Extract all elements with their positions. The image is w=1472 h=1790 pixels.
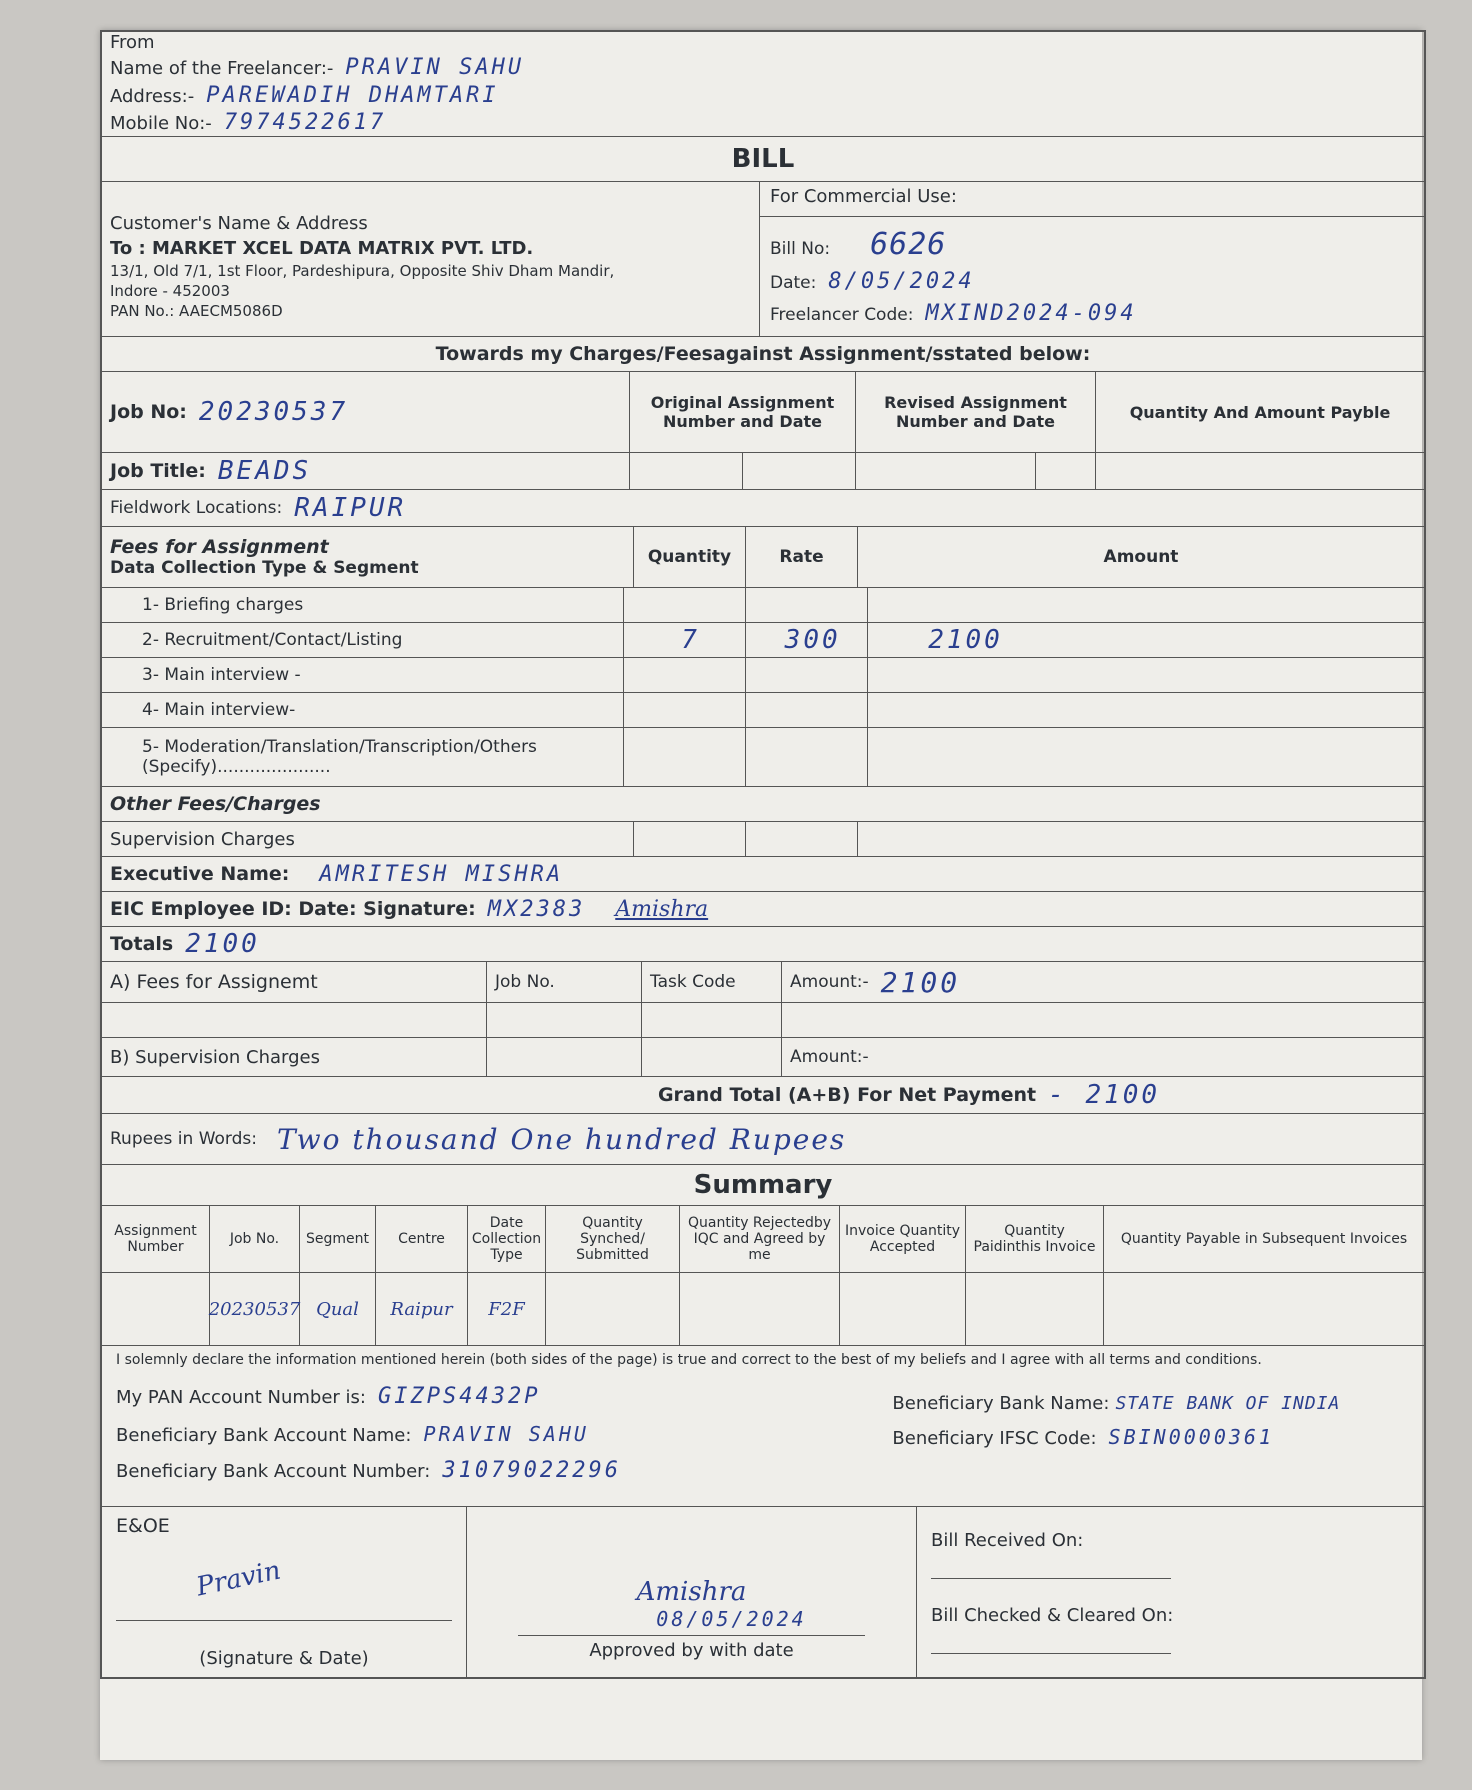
bill-no-value: 6626 bbox=[870, 226, 947, 262]
approved-label: Approved by with date bbox=[589, 1640, 794, 1661]
from-section bbox=[102, 32, 1424, 137]
approval-date: 08/05/2024 bbox=[656, 1607, 807, 1631]
grand-total-value: - 2100 bbox=[1048, 1080, 1161, 1110]
amount-a-value: 2100 bbox=[880, 965, 961, 999]
fees-col-type: Data Collection Type & Segment bbox=[110, 558, 419, 578]
address-value: PAREWADIH DHAMTARI bbox=[206, 82, 499, 108]
fee-item-amount bbox=[868, 728, 1424, 786]
customer-pan: PAN No.: AAECM5086D bbox=[110, 302, 283, 321]
fees-col-amount: Amount bbox=[1103, 547, 1179, 567]
fee-item-amount: 2100 bbox=[928, 625, 1003, 655]
ifsc-label: Beneficiary IFSC Code: bbox=[892, 1427, 1097, 1449]
eoe-label: E&OE bbox=[116, 1515, 170, 1537]
eic-id-value: MX2383 bbox=[487, 896, 586, 922]
customer-section bbox=[102, 182, 760, 336]
summary-header-row bbox=[102, 1206, 1424, 1273]
summary-header-cell: Invoice Quantity Accepted bbox=[840, 1206, 966, 1272]
summary-header-cell: Quantity Paidinthis Invoice bbox=[966, 1206, 1104, 1272]
job-title-label: Job Title: bbox=[110, 460, 206, 482]
summary-title: Summary bbox=[693, 1170, 833, 1200]
fee-row bbox=[102, 623, 1424, 658]
fee-item-quantity: 7 bbox=[636, 623, 746, 657]
ifsc-value: SBIN0000361 bbox=[1108, 1424, 1274, 1449]
summary-header-cell: Quantity Payable in Subsequent Invoices bbox=[1120, 1231, 1408, 1247]
summary-data-row bbox=[102, 1273, 1424, 1346]
fee-item-rate bbox=[758, 588, 868, 622]
summary-data-cell bbox=[102, 1273, 210, 1345]
towards-heading: Towards my Charges/Feesagainst Assignment/sstated below: bbox=[435, 343, 1091, 365]
date-label: Date: bbox=[770, 273, 817, 294]
rupees-words-value: Two thousand One hundred Rupees bbox=[276, 1122, 847, 1156]
fee-item-label: 4- Main interview- bbox=[102, 693, 624, 727]
bill-checked-label: Bill Checked & Cleared On: bbox=[931, 1605, 1174, 1627]
freelancer-code-value: MXIND2024-094 bbox=[925, 301, 1137, 327]
job-no-value: 20230537 bbox=[198, 397, 349, 427]
from-label: From bbox=[110, 31, 155, 53]
freelancer-name-label: Name of the Freelancer:- bbox=[110, 58, 334, 79]
executive-name-label: Executive Name: bbox=[110, 863, 290, 885]
summary-data-cell: Raipur bbox=[376, 1273, 468, 1345]
totals-job-no-label: Job No. bbox=[487, 962, 642, 1002]
fees-col-rate: Rate bbox=[746, 527, 858, 587]
eic-signature: Amishra bbox=[615, 896, 709, 922]
bill-status-box bbox=[917, 1507, 1424, 1677]
summary-data-cell bbox=[966, 1273, 1104, 1345]
fee-item-label: 1- Briefing charges bbox=[102, 588, 624, 622]
rupees-words-label: Rupees in Words: bbox=[110, 1129, 257, 1149]
fees-table bbox=[102, 588, 1424, 787]
signature-box bbox=[102, 1507, 467, 1677]
freelancer-name-value: PRAVIN SAHU bbox=[345, 55, 525, 80]
fee-item-amount bbox=[868, 693, 1424, 727]
fieldwork-label: Fieldwork Locations: bbox=[110, 498, 283, 518]
approver-signature: Amishra bbox=[636, 1577, 747, 1607]
summary-data-cell bbox=[840, 1273, 966, 1345]
mobile-value: 7974522617 bbox=[223, 110, 387, 135]
summary-header-cell: Quantity Rejectedby IQC and Agreed by me bbox=[680, 1206, 840, 1272]
summary-data-cell: Qual bbox=[300, 1273, 376, 1345]
summary-data-cell bbox=[680, 1273, 840, 1345]
declaration-text: I solemnly declare the information mentioned herein (both sides of the page) is true and correct to the best of my beliefs and I agree with all terms and conditions. bbox=[116, 1352, 1262, 1368]
fee-row bbox=[102, 728, 1424, 787]
totals-value: 2100 bbox=[185, 929, 260, 959]
signature-date-label: (Signature & Date) bbox=[199, 1647, 369, 1669]
commercial-label: For Commercial Use: bbox=[760, 182, 1424, 217]
pan-label: My PAN Account Number is: bbox=[116, 1387, 366, 1408]
supervision-b-label: B) Supervision Charges bbox=[102, 1038, 487, 1076]
fee-item-quantity bbox=[636, 728, 746, 786]
account-number-value: 31079022296 bbox=[442, 1457, 622, 1483]
summary-data-cell: 20230537 bbox=[210, 1273, 300, 1345]
customer-address-2: Indore - 452003 bbox=[110, 282, 230, 301]
freelancer-code-label: Freelancer Code: bbox=[770, 305, 914, 326]
account-number-label: Beneficiary Bank Account Number: bbox=[116, 1460, 431, 1482]
address-label: Address:- bbox=[110, 85, 195, 107]
executive-name-value: AMRITESH MISHRA bbox=[319, 861, 564, 887]
fee-item-rate bbox=[758, 728, 868, 786]
bill-received-label: Bill Received On: bbox=[931, 1530, 1084, 1552]
supervision-charges-label: Supervision Charges bbox=[102, 822, 634, 856]
fee-row bbox=[102, 658, 1424, 693]
bill-title: BILL bbox=[731, 144, 795, 174]
summary-data-cell: F2F bbox=[468, 1273, 546, 1345]
fee-item-rate: 300 bbox=[758, 623, 868, 657]
fee-item-amount bbox=[868, 588, 1424, 622]
summary-header-cell: Quantity Synched/ Submitted bbox=[546, 1206, 680, 1272]
fee-item-rate bbox=[758, 658, 868, 692]
fee-item-amount bbox=[868, 658, 1424, 692]
fees-for-assignment-label: A) Fees for Assignemt bbox=[102, 962, 487, 1002]
customer-address-1: 13/1, Old 7/1, 1st Floor, Pardeshipura, Opposite Shiv Dham Mandir, bbox=[110, 261, 615, 280]
summary-data-cell bbox=[1104, 1273, 1424, 1345]
fee-item-rate bbox=[758, 693, 868, 727]
fee-row bbox=[102, 588, 1424, 623]
fee-row bbox=[102, 693, 1424, 728]
job-no-cell bbox=[102, 372, 630, 452]
customer-to-line: To : MARKET XCEL DATA MATRIX PVT. LTD. bbox=[110, 237, 534, 259]
job-no-label: Job No: bbox=[110, 401, 187, 423]
bill-no-label: Bill No: bbox=[770, 238, 831, 259]
quantity-amount-header: Quantity And Amount Payble bbox=[1129, 402, 1391, 422]
amount-a-label: Amount:- bbox=[790, 972, 869, 992]
eic-label: EIC Employee ID: Date: Signature: bbox=[110, 898, 476, 920]
fees-col-quantity: Quantity bbox=[634, 527, 746, 587]
freelancer-signature: Pravin bbox=[193, 1555, 284, 1603]
summary-header-cell: Date Collection Type bbox=[468, 1206, 546, 1272]
summary-data-cell bbox=[546, 1273, 680, 1345]
customer-heading: Customer's Name & Address bbox=[110, 213, 368, 235]
account-name-value: PRAVIN SAHU bbox=[423, 1421, 589, 1446]
fee-item-quantity bbox=[636, 588, 746, 622]
totals-label: Totals bbox=[110, 933, 174, 955]
bill-form bbox=[100, 30, 1426, 1679]
summary-header-cell: Job No. bbox=[210, 1206, 300, 1272]
bill-paper bbox=[100, 30, 1422, 1760]
bank-name-value: STATE BANK OF INDIA bbox=[1115, 1393, 1341, 1414]
fee-item-quantity bbox=[636, 658, 746, 692]
approval-box bbox=[467, 1507, 917, 1677]
summary-header-cell: Centre bbox=[376, 1206, 468, 1272]
revised-assignment-header: Revised Assignment Number and Date bbox=[856, 372, 1096, 452]
commercial-section bbox=[760, 182, 1424, 336]
mobile-label: Mobile No:- bbox=[110, 113, 212, 134]
fee-item-label: 5- Moderation/Translation/Transcription/Others (Specify)..................... bbox=[102, 728, 624, 786]
grand-total-label: Grand Total (A+B) For Net Payment bbox=[657, 1084, 1037, 1106]
pan-value: GIZPS4432P bbox=[377, 1384, 541, 1409]
fee-item-quantity bbox=[636, 693, 746, 727]
bank-name-label: Beneficiary Bank Name: bbox=[892, 1393, 1110, 1414]
amount-b-label: Amount:- bbox=[790, 1047, 869, 1067]
job-title-value: BEADS bbox=[217, 456, 312, 486]
fees-heading: Fees for Assignment bbox=[110, 536, 329, 558]
account-name-label: Beneficiary Bank Account Name: bbox=[116, 1424, 412, 1446]
summary-header-cell: Segment bbox=[300, 1206, 376, 1272]
date-value: 8/05/2024 bbox=[828, 269, 975, 295]
task-code-label: Task Code bbox=[642, 962, 782, 1002]
fieldwork-value: RAIPUR bbox=[294, 493, 407, 523]
original-assignment-header: Original Assignment Number and Date bbox=[630, 372, 856, 452]
fee-item-label: 3- Main interview - bbox=[102, 658, 624, 692]
other-fees-heading: Other Fees/Charges bbox=[110, 793, 321, 815]
summary-header-cell: Assignment Number bbox=[102, 1206, 210, 1272]
fee-item-label: 2- Recruitment/Contact/Listing bbox=[102, 623, 624, 657]
declaration-section bbox=[102, 1346, 1424, 1506]
